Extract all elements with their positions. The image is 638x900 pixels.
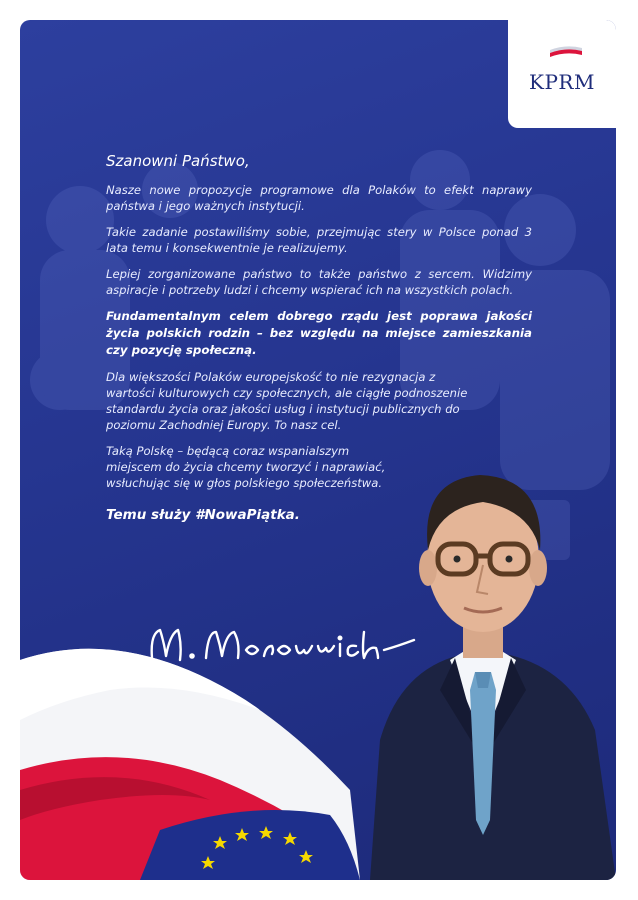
polish-flag-icon — [548, 42, 584, 60]
letter — [106, 152, 532, 523]
paragraph-5: Dla większości Polaków europejskość to nie rezygnacja z wartości kulturowych czy społecznych, ale ciągłe podnoszenie standardu życia oraz jakości usług i instytucji publicznych do poziomu Zachodniej Europy. To nasz cel. — [106, 370, 468, 432]
kprm-logo — [508, 20, 616, 128]
paragraph-4-highlight: Fundamentalnym celem dobrego rządu jest poprawa jakości życia polskich rodzin – bez względu na miejsce zamieszkania czy pozycję społeczną. — [106, 309, 532, 357]
signature — [146, 620, 436, 670]
paragraph-6: Taką Polskę – będącą coraz wspanialszym miejscem do życia chcemy tworzyć i naprawiać, wsłuchując się w głos polskiego społeczeństwa. — [106, 444, 386, 490]
polish-eu-flag — [20, 640, 360, 880]
poster — [20, 20, 616, 880]
paragraph-1: Nasze nowe propozycje programowe dla Polaków to efekt naprawy państwa i jego ważnych instytucji. — [106, 183, 532, 213]
closing-line: Temu służy #NowaPiątka. — [106, 507, 300, 523]
greeting: Szanowni Państwo, — [106, 152, 250, 170]
logo-text: KPRM — [529, 70, 595, 94]
paragraph-3: Lepiej zorganizowane państwo to także państwo z sercem. Widzimy aspiracje i potrzeby ludzi i chcemy wspierać ich na wszystkich polach. — [106, 267, 532, 297]
paragraph-2: Takie zadanie postawiliśmy sobie, przejmując stery w Polsce ponad 3 lata temu i konsekwentnie je realizujemy. — [106, 225, 532, 255]
